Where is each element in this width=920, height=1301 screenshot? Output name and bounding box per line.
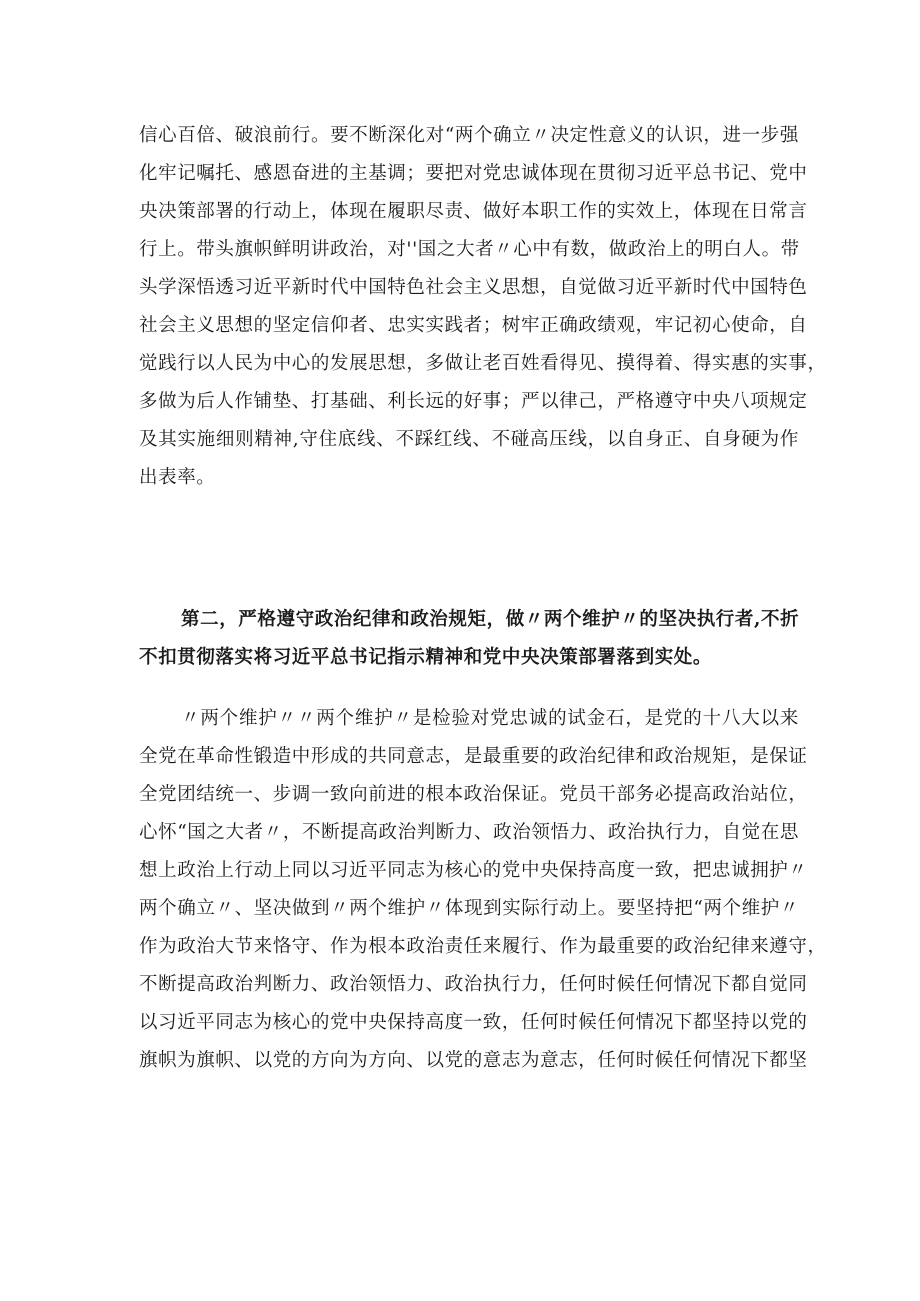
paragraph-line: 旗帜为旗帜、以党的方向为方向、以党的意志为意志，任何时候任何情况下都坚 xyxy=(139,1050,808,1071)
paragraph-two-safeguards xyxy=(139,700,827,1080)
paragraph-line: 化牢记嘱托、感恩奋进的主基调；要把对党忠诚体现在贯彻习近平总书记、党中 xyxy=(139,163,808,184)
paragraph-line: 两个确立〃、坚决做到〃两个维护〃体现到实际行动上。要坚持把“两个维护〃 xyxy=(139,898,799,919)
paragraph-line: 不断提高政治判断力、政治领悟力、政治执行力，任何时候任何情况下都自觉同 xyxy=(139,974,808,995)
paragraph-line: 以习近平同志为核心的党中央保持高度一致，任何时候任何情况下都坚持以党的 xyxy=(139,1012,808,1033)
paragraph-line: 全党在革命性锻造中形成的共同意志，是最重要的政治纪律和政治规矩，是保证 xyxy=(139,746,808,767)
heading-line-last: 不扣贯彻落实将习近平总书记指示精神和党中央决策部署落到实处。 xyxy=(139,647,713,668)
heading-line: 第二，严格遵守政治纪律和政治规矩，做〃两个维护〃的坚决执行者,不折 xyxy=(181,609,800,630)
paragraph-line: 头学深悟透习近平新时代中国特色社会主义思想，自觉做习近平新时代中国特色 xyxy=(139,277,808,298)
paragraph-line: 及其实施细则精神,守住底线、不踩红线、不碰高压线，以自身正、自身硬为作 xyxy=(139,429,799,450)
paragraph-line: 〃两个维护〃〃两个维护〃是检验对党忠诚的试金石，是党的十八大以来 xyxy=(181,708,799,729)
paragraph-line: 全党团结统一、步调一致向前进的根本政治保证。党员干部务必提高政治站位， xyxy=(139,784,808,805)
paragraph-commitment xyxy=(139,117,827,497)
paragraph-line: 多做为后人作铺垫、打基础、利长远的好事；严以律己，严格遵守中央八项规定 xyxy=(139,391,808,412)
paragraph-line: 信心百倍、破浪前行。要不断深化对“两个确立〃决定性意义的认识，进一步强 xyxy=(139,125,799,146)
paragraph-line: 行上。带头旗帜鲜明讲政治，对''国之大者〃心中有数，做政治上的明白人。带 xyxy=(139,239,800,260)
paragraph-line: 心怀“国之大者〃，不断提高政治判断力、政治领悟力、政治执行力，自觉在思 xyxy=(139,822,799,843)
paragraph-line: 作为政治大节来恪守、作为根本政治责任来履行、作为最重要的政治纪律来遵守， xyxy=(139,936,827,957)
paragraph-line: 社会主义思想的坚定信仰者、忠实实践者；树牢正确政绩观，牢记初心使命，自 xyxy=(139,315,808,336)
paragraph-line-last: 出表率。 xyxy=(139,467,216,488)
paragraph-line: 想上政治上行动上同以习近平同志为核心的党中央保持高度一致，把忠诚拥护〃 xyxy=(139,860,808,881)
section-heading-second xyxy=(139,601,799,677)
paragraph-line: 觉践行以人民为中心的发展思想，多做让老百姓看得见、摸得着、得实惠的实事， xyxy=(139,353,827,374)
paragraph-line: 央决策部署的行动上，体现在履职尽责、做好本职工作的实效上，体现在日常言 xyxy=(139,201,808,222)
